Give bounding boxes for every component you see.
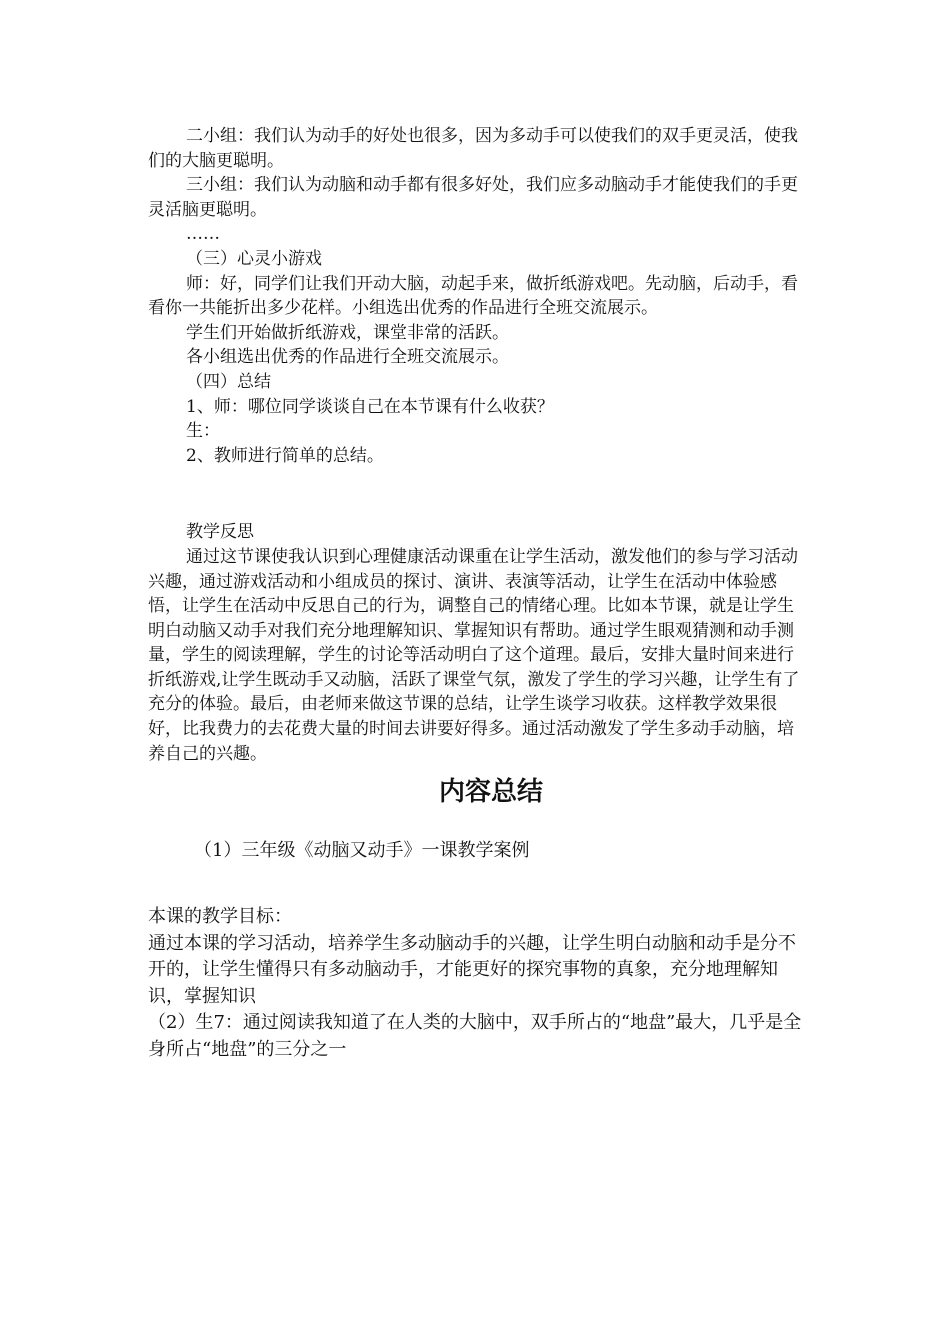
reflection-heading: 教学反思: [186, 522, 254, 543]
teacher-paragraph: 师：好，同学们让我们开动大脑，动起手来，做折纸游戏吧。先动脑，后动手，看看你一共能折出多少花样。小组选出优秀的作品进行全班交流展示。: [148, 273, 798, 319]
summary-item-1: 1、师：哪位同学谈谈自己在本节课有什么收获？: [186, 396, 554, 417]
reflection-paragraph: 通过这节课使我认识到心理健康活动课重在让学生活动，激发他们的参与学习活动兴趣，通过游戏活动和小组成员的探讨、演讲、表演等活动，让学生在活动中体验感悟，让学生在活动中反思自己的行为，调整自己的情绪心理。比如本节课，就是让学生明白动脑又动手对我们充分地理解知识、掌握知识有帮助。通过学生眼观猜测和动手测量，学生的阅读理解，学生的讨论等活动明白了这个道理。最后，安排大量时间来进行折纸游戏,让学生既动手又动脑，活跃了课堂气氛，激发了学生的学习兴趣，让学生有了充分的体验。最后，由老师来做这节课的总结，让学生谈学习收获。这样教学效果很好，比我费力的去花费大量的时间去讲要好得多。通过活动激发了学生多动手动脑，培养自己的兴趣。: [148, 546, 800, 764]
summary-title: 内容总结: [438, 777, 543, 808]
section3-heading: （三）心灵小游戏: [186, 248, 322, 269]
document-content: [148, 124, 802, 1063]
groups-paragraph: 各小组选出优秀的作品进行全班交流展示。: [186, 347, 509, 368]
summary-item-2: 2、教师进行简单的总结。: [186, 445, 384, 466]
ellipsis: ……: [186, 224, 220, 245]
goal-label: 本课的教学目标：: [148, 906, 292, 928]
group2-paragraph: 二小组：我们认为动手的好处也很多，因为多动手可以使我们的双手更灵活，使我们的大脑更聪明。: [148, 126, 798, 171]
spacer: [148, 864, 802, 904]
student-label: 生：: [186, 421, 220, 442]
students-paragraph: 学生们开始做折纸游戏，课堂非常的活跃。: [186, 322, 509, 343]
summary-subtitle: （1）三年级《动脑又动手》一课教学案例: [194, 840, 530, 862]
goal-text: 通过本课的学习活动，培养学生多动脑动手的兴趣，让学生明白动脑和动手是分不开的，让学生懂得只有多动脑动手，才能更好的探究事物的真象，充分地理解知识，掌握知识: [148, 932, 796, 1007]
spacer: [148, 468, 802, 520]
group3-paragraph: 三小组：我们认为动脑和动手都有很多好处，我们应多动脑动手才能使我们的手更灵活脑更聪明。: [148, 175, 798, 220]
summary-point-2: （2）生7：通过阅读我知道了在人类的大脑中，双手所占的“地盘”最大，几乎是全身所占“地盘”的三分之一: [148, 1012, 802, 1060]
section4-heading: （四）总结: [186, 371, 271, 392]
